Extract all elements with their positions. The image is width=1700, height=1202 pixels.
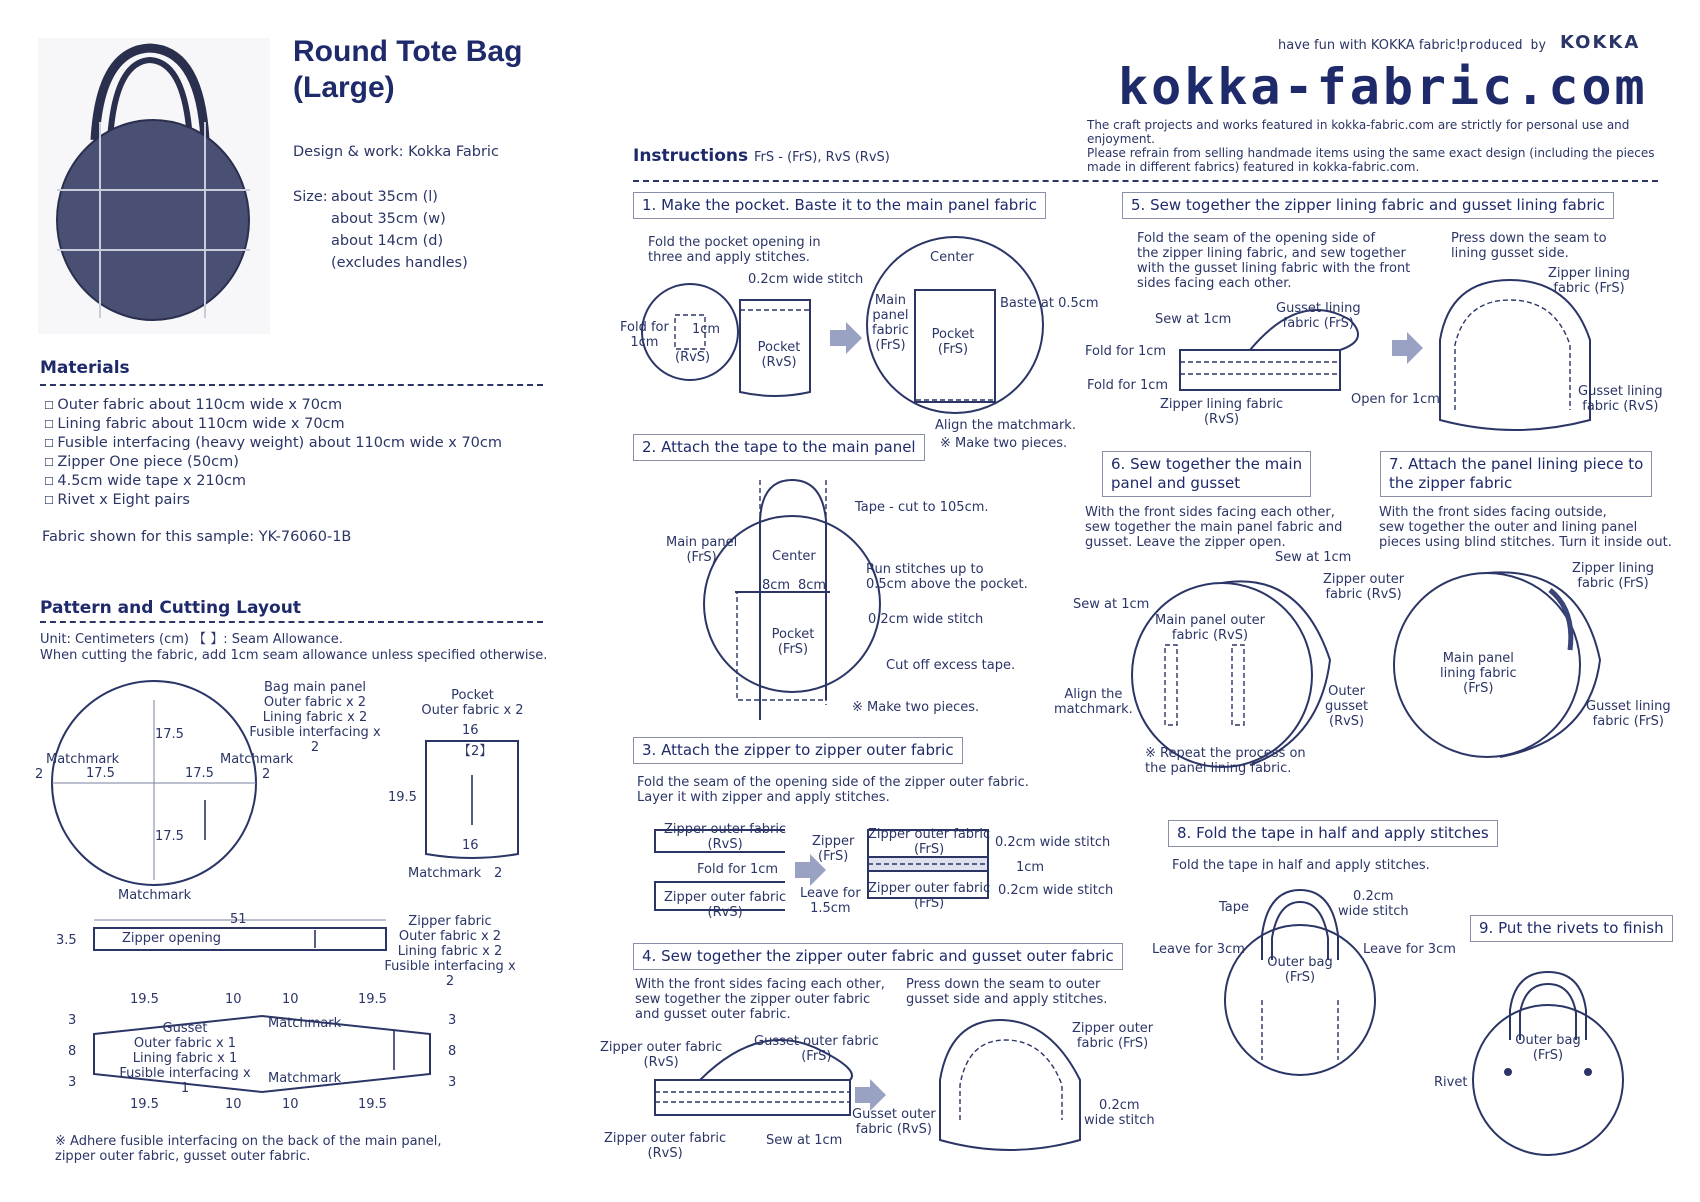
step2-wide: 0.2cm wide stitch <box>868 612 984 627</box>
step1-wide: 0.2cm wide stitch <box>748 272 864 287</box>
gusset-dim-h: 19.5 <box>358 1097 387 1112</box>
step5-press: Press down the seam to lining gusset side. <box>1451 231 1607 261</box>
step3-fold: Fold for 1cm <box>697 862 779 877</box>
step9-rivet: Rivet <box>1434 1075 1468 1090</box>
step5-title: 5. Sew together the zipper lining fabric and gusset lining fabric <box>1122 192 1614 219</box>
step1-align: Align the matchmark. <box>935 418 1076 433</box>
step1-pocket-rvs: Pocket (RvS) <box>757 340 801 370</box>
size-label: Size: <box>293 189 328 205</box>
step3-note: Fold the seam of the opening side of the zipper outer fabric. Layer it with zipper and apply stitches. <box>637 775 1029 805</box>
step1-1cm: 1cm <box>692 322 721 337</box>
step2-cut: Cut off excess tape. <box>886 658 1016 673</box>
step6-zof-rvs: Zipper outer fabric (RvS) <box>1323 572 1405 602</box>
step9-diagram <box>1473 972 1623 1155</box>
pattern-note: When cutting the fabric, add 1cm seam allowance unless specified otherwise. <box>40 648 548 663</box>
material-item: ☐ 4.5cm wide tape x 210cm <box>44 472 502 491</box>
pocket-height: 19.5 <box>388 790 417 805</box>
gusset-dim-f: 10 <box>225 1097 242 1112</box>
step4-note: With the front sides facing each other, sew together the zipper outer fabric and gusset outer fabric. <box>635 977 885 1022</box>
step5-fold-top: Fold for 1cm <box>1085 344 1167 359</box>
step6-sew-top: Sew at 1cm <box>1275 550 1352 565</box>
pocket-width-bottom: 16 <box>462 838 479 853</box>
adhere-note: ※ Adhere fusible interfacing on the back of the main panel, zipper outer fabric, gusset outer fabric. <box>55 1134 442 1164</box>
step6-sew-left: Sew at 1cm <box>1073 597 1150 612</box>
step6-mpof: Main panel outer fabric (RvS) <box>1155 613 1265 643</box>
step3-wide-bottom: 0.2cm wide stitch <box>998 883 1114 898</box>
gusset-3-tr: 3 <box>448 1013 457 1028</box>
gusset-dim-d: 19.5 <box>358 992 387 1007</box>
step8-note: Fold the tape in half and apply stitches. <box>1172 858 1430 873</box>
gusset-matchmark-top: Matchmark <box>268 1016 342 1031</box>
produced-by: produced by <box>1460 38 1547 53</box>
step2-pocket: Pocket (FrS) <box>771 627 815 657</box>
dim-radius-left: 17.5 <box>86 766 115 781</box>
step9-title: 9. Put the rivets to finish <box>1470 915 1673 942</box>
step3-zof-frs-bottom: Zipper outer fabric (FrS) <box>868 881 991 911</box>
sample-fabric: Fabric shown for this sample: YK-76060-1B <box>42 529 352 545</box>
step6-outer-gusset: Outer gusset (RvS) <box>1325 684 1369 729</box>
site-logo: kokka-fabric.com <box>1118 58 1648 116</box>
step4-gof-rvs: Gusset outer fabric (RvS) <box>852 1107 936 1137</box>
size-depth: about 14cm (d) <box>331 233 444 249</box>
step4-sew: Sew at 1cm <box>766 1133 843 1148</box>
gusset-matchmark-bottom: Matchmark <box>268 1071 342 1086</box>
main-panel-label: Bag main panel Outer fabric x 2 Lining fabric x 2 Fusible interfacing x 2 <box>249 680 381 755</box>
material-item: ☐ Zipper One piece (50cm) <box>44 453 502 472</box>
dim-2-right: 2 <box>262 767 271 782</box>
step8-tape: Tape <box>1219 900 1250 915</box>
step2-tape: Tape - cut to 105cm. <box>855 500 989 515</box>
pocket-seam: 【2】 <box>458 744 493 759</box>
zipper-opening-label: Zipper opening <box>122 931 222 946</box>
gusset-dim-c: 10 <box>282 992 299 1007</box>
zipper-fabric-label: Zipper fabric Outer fabric x 2 Lining fabric x 2 Fusible interfacing x 2 <box>384 914 516 989</box>
materials-heading: Materials <box>40 358 130 378</box>
step7-glf: Gusset lining fabric (FrS) <box>1586 699 1671 729</box>
step5-zlf-frs: Zipper lining fabric (FrS) <box>1548 266 1631 296</box>
step3-zipper: Zipper (FrS) <box>812 834 855 864</box>
pocket-label: Pocket Outer fabric x 2 <box>421 688 524 718</box>
step4-title: 4. Sew together the zipper outer fabric and gusset outer fabric <box>633 943 1123 970</box>
pocket-matchmark: Matchmark <box>408 866 482 881</box>
material-item: ☐ Fusible interfacing (heavy weight) about 110cm wide x 70cm <box>44 434 502 453</box>
dim-radius-bottom: 17.5 <box>155 829 184 844</box>
gusset-dim-e: 19.5 <box>130 1097 159 1112</box>
step2-8cm-right: 8cm <box>798 578 827 593</box>
step5-sew: Sew at 1cm <box>1155 312 1232 327</box>
step4-zof-rvs-bottom: Zipper outer fabric (RvS) <box>604 1131 727 1161</box>
pocket-width-top: 16 <box>462 723 479 738</box>
step2-8cm-left: 8cm <box>762 578 791 593</box>
step1-center: Center <box>930 250 974 265</box>
brand-name: KOKKA <box>1560 32 1641 53</box>
step4-zof-frs: Zipper outer fabric (FrS) <box>1072 1021 1154 1051</box>
step1-two: ※ Make two pieces. <box>940 436 1068 451</box>
step1-rvs: (RvS) <box>675 350 711 365</box>
dim-radius-right: 17.5 <box>185 766 214 781</box>
material-item: ☐ Rivet x Eight pairs <box>44 491 502 510</box>
step5-note: Fold the seam of the opening side of the zipper lining fabric, and sew together with the gusset lining fabric with the front sides facing each other. <box>1137 231 1411 291</box>
step6-align: Align the matchmark. <box>1054 687 1133 717</box>
pattern-main-panel <box>52 681 256 885</box>
matchmark-left: Matchmark <box>46 752 120 767</box>
step1-main-panel: Main panel fabric (FrS) <box>872 293 909 353</box>
pattern-heading: Pattern and Cutting Layout <box>40 598 301 618</box>
matchmark-bottom: Matchmark <box>118 888 192 903</box>
step6-title: 6. Sew together the main panel and gusset <box>1102 451 1311 497</box>
materials-divider <box>40 384 543 386</box>
step3-zof-rvs-bottom: Zipper outer fabric (RvS) <box>664 890 787 920</box>
step9-outer: Outer bag (FrS) <box>1515 1033 1581 1063</box>
step2-title: 2. Attach the tape to the main panel <box>633 434 925 461</box>
step8-leave-left: Leave for 3cm <box>1152 942 1245 957</box>
step4-zof-rvs-top: Zipper outer fabric (RvS) <box>600 1040 723 1070</box>
gusset-label: Gusset Outer fabric x 1 Lining fabric x 1 Fusible interfacing x 1 <box>119 1021 251 1096</box>
gusset-dim-a: 19.5 <box>130 992 159 1007</box>
step1-note: Fold the pocket opening in three and apply stitches. <box>648 235 821 265</box>
gusset-3-tl: 3 <box>68 1013 77 1028</box>
materials-list <box>44 396 502 510</box>
bag-photo <box>38 38 270 334</box>
tagline: have fun with KOKKA fabric! <box>1278 38 1461 53</box>
step3-title: 3. Attach the zipper to zipper outer fabric <box>633 737 963 764</box>
side-legend: FrS - (FrS), RvS (RvS) <box>754 150 890 165</box>
gusset-dim-g: 10 <box>282 1097 299 1112</box>
zipper-height: 3.5 <box>56 933 77 948</box>
pocket-dim-2: 2 <box>494 866 503 881</box>
page-title: Round Tote Bag (Large) <box>293 35 523 104</box>
size-note: (excludes handles) <box>331 255 468 271</box>
step5-zlf-rvs: Zipper lining fabric (RvS) <box>1160 397 1284 427</box>
step7-title: 7. Attach the panel lining piece to the zipper fabric <box>1380 451 1652 497</box>
dim-radius-top: 17.5 <box>155 727 184 742</box>
step1-fold: Fold for 1cm <box>620 320 669 350</box>
step1-pocket-frs: Pocket (FrS) <box>931 327 975 357</box>
step5-fold-bottom: Fold for 1cm <box>1087 378 1169 393</box>
step1-title: 1. Make the pocket. Baste it to the main panel fabric <box>633 192 1046 219</box>
pattern-unit: Unit: Centimeters (cm) 【 】: Seam Allowance. <box>40 632 343 647</box>
step8-wide: 0.2cm wide stitch <box>1338 889 1409 919</box>
gusset-dim-b: 10 <box>225 992 242 1007</box>
step8-leave-right: Leave for 3cm <box>1363 942 1456 957</box>
usage-notice: The craft projects and works featured in kokka-fabric.com are strictly for personal use and enjoyment. Please refrain from selling handmade items using the same exact design (including the pieces made in different fabrics) featured in kokka-fabric.com. <box>1087 118 1655 174</box>
step2-main-panel: Main panel (FrS) <box>666 535 738 565</box>
step4-wide: 0.2cm wide stitch <box>1084 1098 1155 1128</box>
gusset-3-br: 3 <box>448 1075 457 1090</box>
step6-repeat: ※ Repeat the process on the panel lining fabric. <box>1145 746 1306 776</box>
size-length: about 35cm (l) <box>331 189 438 205</box>
material-item: ☐ Outer fabric about 110cm wide x 70cm <box>44 396 502 415</box>
step3-leave: Leave for 1.5cm <box>800 886 861 916</box>
matchmark-right: Matchmark <box>220 752 294 767</box>
pattern-divider <box>40 621 543 623</box>
step3-1cm: 1cm <box>1016 860 1045 875</box>
step5-glf-rvs: Gusset lining fabric (RvS) <box>1578 384 1663 414</box>
step7-zlf: Zipper lining fabric (FrS) <box>1572 561 1655 591</box>
step3-wide-top: 0.2cm wide stitch <box>995 835 1111 850</box>
step6-note: With the front sides facing each other, sew together the main panel fabric and gusset. Leave the zipper open. <box>1085 505 1343 550</box>
step1-baste: Baste at 0.5cm <box>1000 296 1099 311</box>
step2-diagram <box>704 480 880 720</box>
step3-zof-frs-top: Zipper outer fabric (FrS) <box>868 827 991 857</box>
step8-title: 8. Fold the tape in half and apply stitches <box>1168 820 1498 847</box>
gusset-3-bl: 3 <box>68 1075 77 1090</box>
step7-mplf: Main panel lining fabric (FrS) <box>1440 651 1517 696</box>
step6-diagram <box>1132 581 1330 767</box>
size-width: about 35cm (w) <box>331 211 446 227</box>
step2-run: Run stitches up to 0.5cm above the pocket. <box>866 562 1028 592</box>
step5-open: Open for 1cm <box>1351 392 1440 407</box>
step8-outer: Outer bag (FrS) <box>1267 955 1333 985</box>
step5-glf-frs: Gusset lining fabric (FrS) <box>1276 301 1361 331</box>
gusset-8-l: 8 <box>68 1044 77 1059</box>
dim-2-left: 2 <box>35 767 44 782</box>
step7-note: With the front sides facing outside, sew together the outer and lining panel pieces using blind stitches. Turn it inside out. <box>1379 505 1672 550</box>
instructions-divider <box>633 180 1658 182</box>
instructions-heading: Instructions <box>633 146 749 166</box>
material-item: ☐ Lining fabric about 110cm wide x 70cm <box>44 415 502 434</box>
gusset-8-r: 8 <box>448 1044 457 1059</box>
step2-center: Center <box>772 549 816 564</box>
step3-zof-rvs-top: Zipper outer fabric (RvS) <box>664 822 787 852</box>
zipper-length: 51 <box>230 912 247 927</box>
step4-gof-frs: Gusset outer fabric (FrS) <box>754 1034 879 1064</box>
step2-two: ※ Make two pieces. <box>852 700 980 715</box>
step4-press: Press down the seam to outer gusset side and apply stitches. <box>906 977 1108 1007</box>
design-credit: Design & work: Kokka Fabric <box>293 144 499 160</box>
